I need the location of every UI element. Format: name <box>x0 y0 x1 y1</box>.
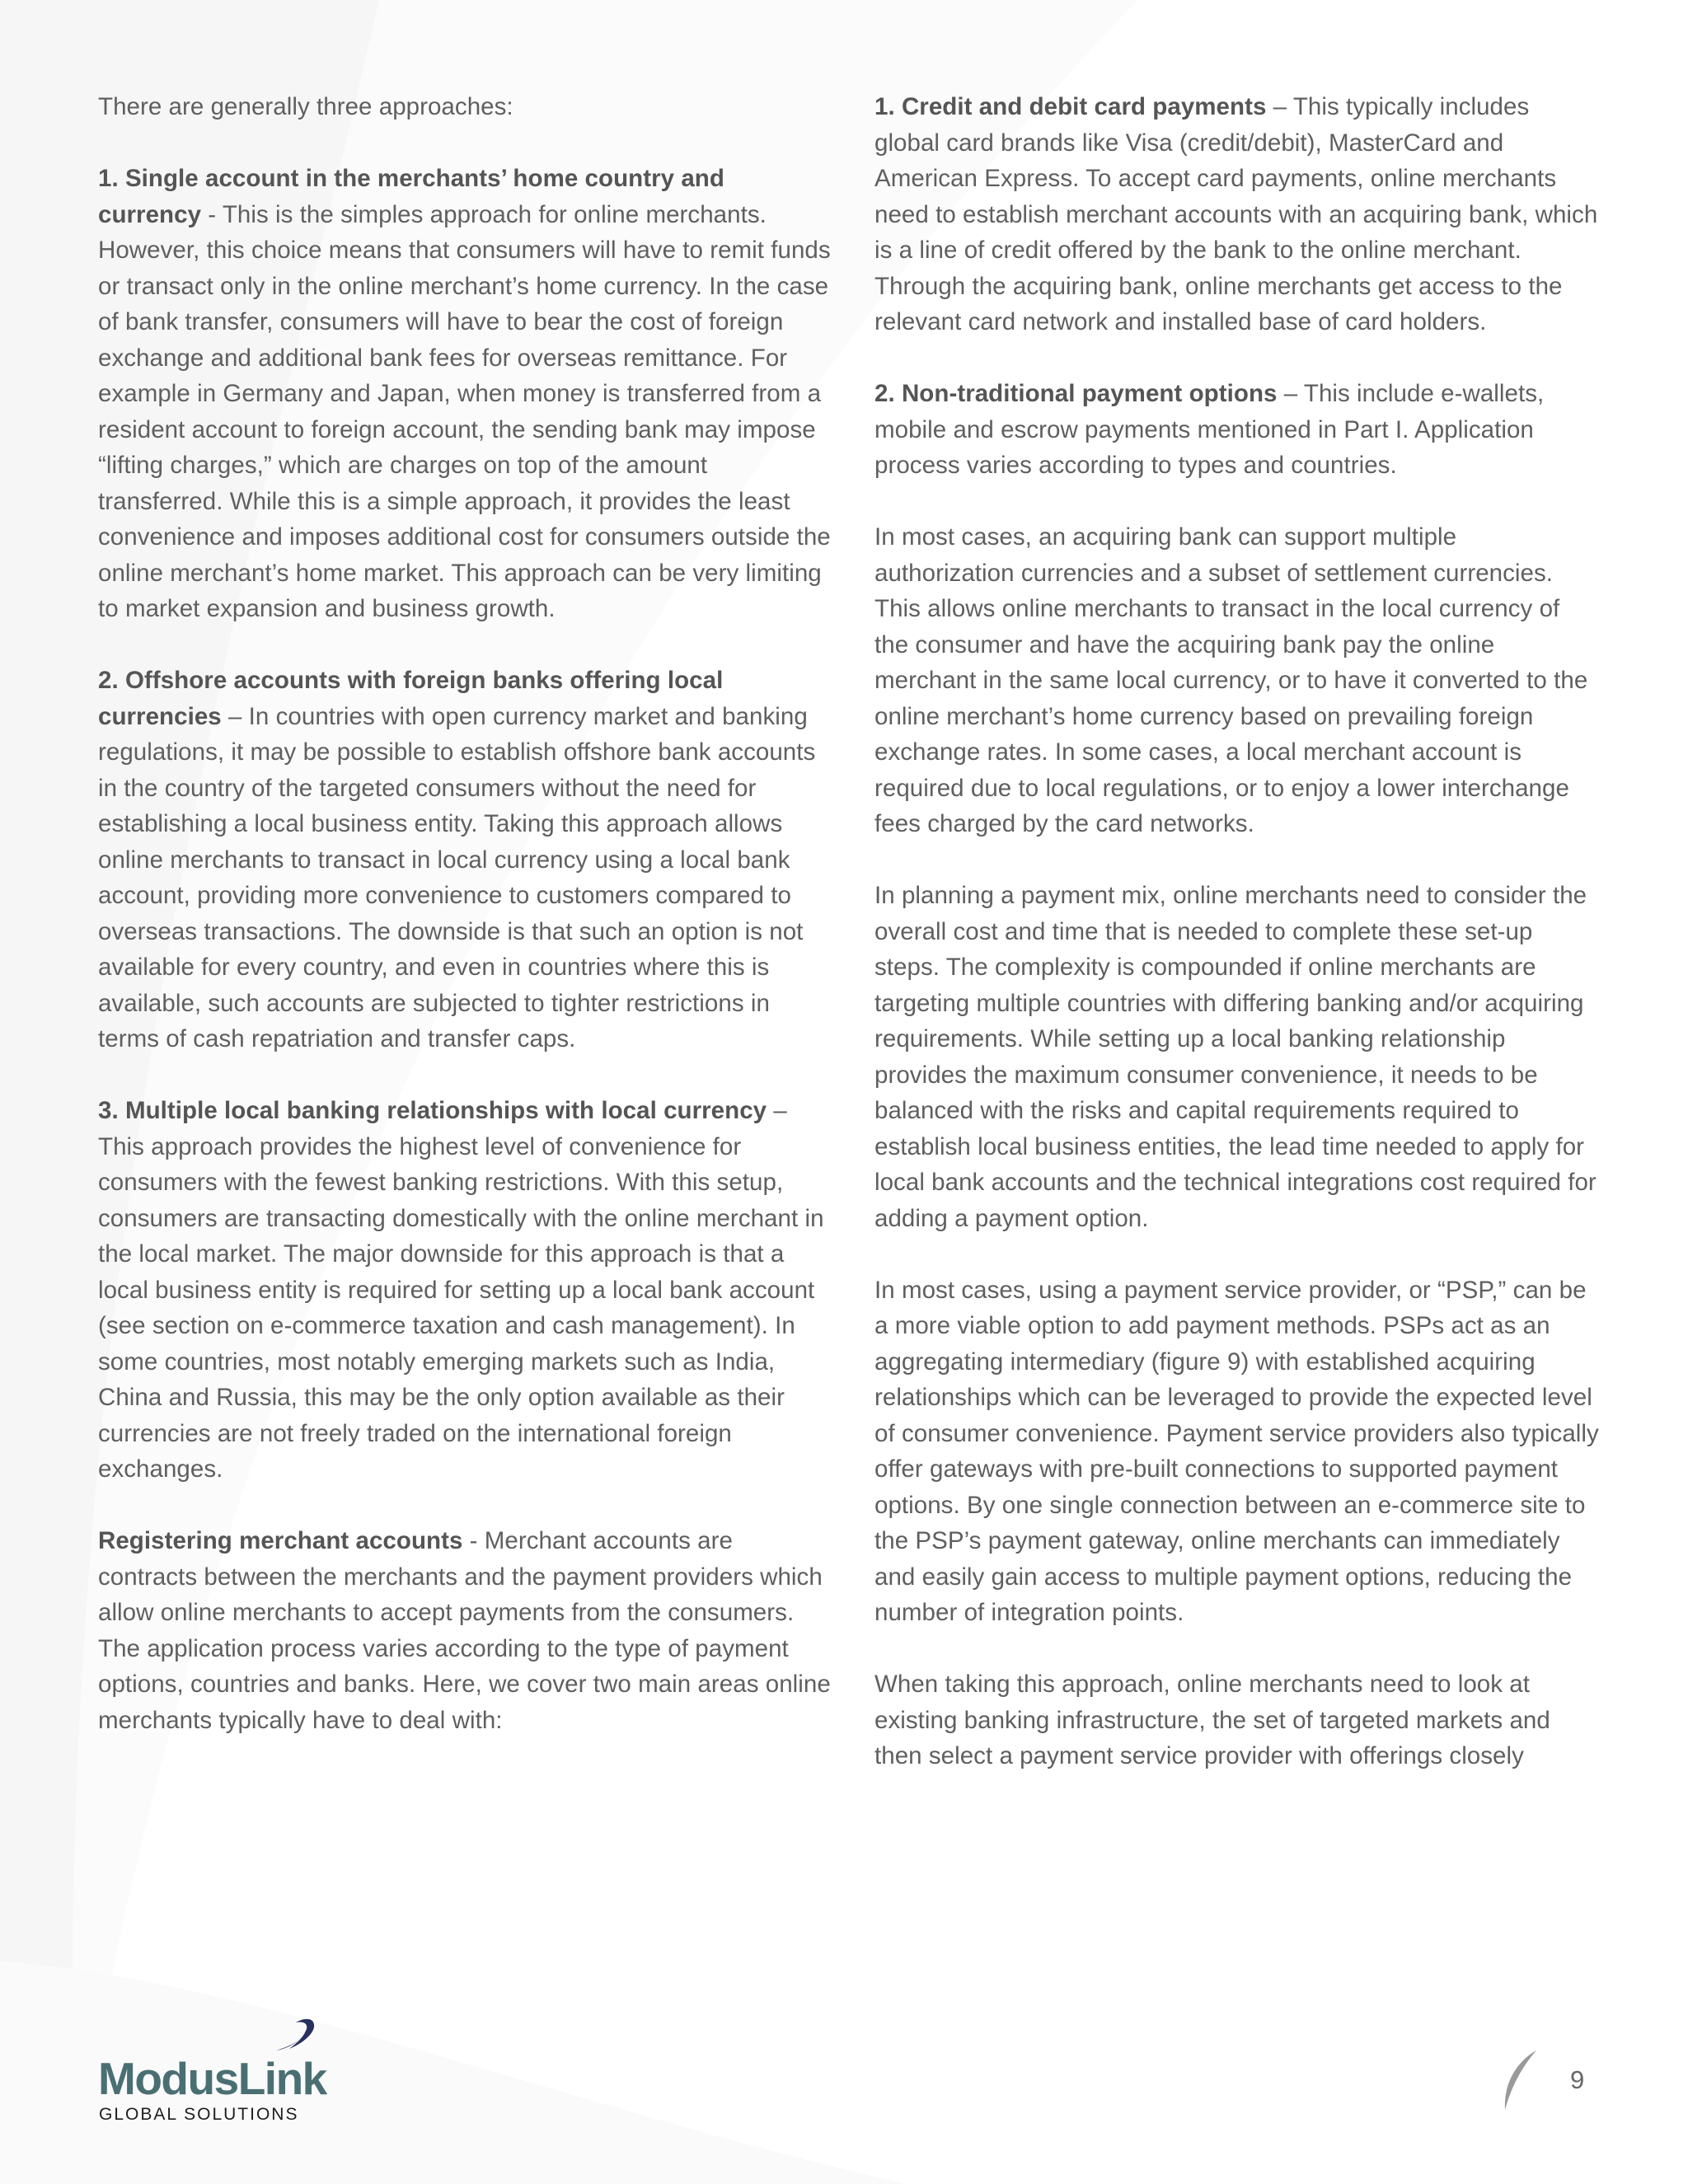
page-number: 9 <box>1570 2065 1585 2094</box>
right-column <box>874 89 1600 1810</box>
approach-3-paragraph <box>98 1093 832 1488</box>
registering-heading: Registering merchant accounts <box>98 1527 463 1554</box>
approach-3-text: – This approach provides the highest level of convenience for consumers with the fewest banking restrictions. With this setup, consumers are transacting domestically with the online merchant in the local market. The major downside for this approach is that a local business entity is required for setting up a local bank account (see section on e-commerce taxation and cash management). In some countries, most notably emerging markets such as India, China and Russia, this may be the only option available as their currencies are not freely traded on the international foreign exchanges. <box>98 1097 824 1483</box>
credit-debit-text: – This typically includes global card brands like Visa (credit/debit), MasterCard and American Express. To accept card payments, online merchants need to establish merchant accounts with an acquiring bank, which is a line of credit offered by the bank to the online merchant. Through the acquiring bank, online merchants get access to the relevant card network and installed base of card holders. <box>874 93 1598 335</box>
approach-2-heading: 2. Offshore accounts with foreign banks offering local currencies <box>98 667 724 730</box>
page-swoosh-icon <box>1500 2049 1541 2111</box>
intro-paragraph: There are generally three approaches: <box>98 93 513 120</box>
approach-2-paragraph <box>98 663 832 1057</box>
non-traditional-heading: 2. Non-traditional payment options <box>874 380 1278 407</box>
logo-name: ModusLink <box>98 2053 326 2104</box>
registering-text: - Merchant accounts are contracts between the merchants and the payment providers which allow online merchants to accept payments from the consumers. The application process varies according to the type of payment options, countries and banks. Here, we cover two main areas online merchants typically have to deal with: <box>98 1527 831 1734</box>
credit-debit-heading: 1. Credit and debit card payments <box>874 93 1267 120</box>
approach-paragraph: When taking this approach, online merchants need to look at existing banking infrastructure, the set of targeted markets and then select a payment service provider with offerings closely <box>874 1671 1550 1769</box>
moduslink-logo <box>98 2018 337 2125</box>
approach-1-paragraph <box>98 161 832 627</box>
credit-debit-paragraph <box>874 89 1600 340</box>
approach-3-heading: 3. Multiple local banking relationships with local currency <box>98 1097 767 1124</box>
left-column <box>98 89 832 1774</box>
approach-2-text: – In countries with open currency market and banking regulations, it may be possible to establish offshore bank accounts in the country of the targeted consumers without the need for establishing a local business entity. Taking this approach allows online merchants to transact in local currency using a local bank account, providing more convenience to customers compared to overseas transactions. The downside is that such an option is not available for every country, and even in countries where this is available, such accounts are subjected to tighter restrictions in terms of cash repatriation and transfer caps. <box>98 702 816 1052</box>
acquiring-paragraph: In most cases, an acquiring bank can support multiple authorization currencies and a subset of settlement currencies. This allows online merchants to transact in the local currency of the consumer and have the acquiring bank pay the online merchant in the same local currency, or to have it converted to the online merchant’s home currency based on prevailing foreign exchange rates. In some cases, a local merchant account is required due to local regulations, or to enjoy a lower interchange fees charged by the card networks. <box>874 523 1588 837</box>
logo-subtitle: GLOBAL SOLUTIONS <box>99 2105 299 2124</box>
planning-paragraph: In planning a payment mix, online merchants need to consider the overall cost and time that is needed to complete these set-up steps. The complexity is compounded if online merchants are targeting multiple countries with differing banking and/or acquiring requirements. While setting up a local banking relationship provides the maximum consumer convenience, it needs to be balanced with the risks and capital requirements required to establish local business entities, the lead time needed to apply for local bank accounts and the technical integrations cost required for adding a payment option. <box>874 882 1597 1232</box>
approach-1-heading: 1. Single account in the merchants’ home country and currency <box>98 165 724 228</box>
approach-1-text: - This is the simples approach for online merchants. However, this choice means that consumers will have to remit funds or transact only in the online merchant’s home currency. In the case of bank transfer, consumers will have to bear the cost of foreign exchange and additional bank fees for overseas remittance. For example in Germany and Japan, when money is transferred from a resident account to foreign account, the sending bank may impose “lifting charges,” which are charges on top of the amount transferred. While this is a simple approach, it provides the least convenience and imposes additional cost for consumers outside the online merchant’s home market. This approach can be very limiting to market expansion and business growth. <box>98 200 831 622</box>
non-traditional-paragraph <box>874 376 1600 484</box>
registering-paragraph <box>98 1523 832 1738</box>
psp-paragraph: In most cases, using a payment service provider, or “PSP,” can be a more viable option to add payment methods. PSPs act as an aggregating intermediary (figure 9) with established acquiring relationships which can be leveraged to provide the expected level of consumer convenience. Payment service providers also typically offer gateways with pre-built connections to supported payment options. By one single connection between an e-commerce site to the PSP’s payment gateway, online merchants can immediately and easily gain access to multiple payment options, reducing the number of integration points. <box>874 1276 1599 1626</box>
non-traditional-text: – This include e-wallets, mobile and escrow payments mentioned in Part I. Application process varies according to types and countries. <box>874 380 1545 479</box>
